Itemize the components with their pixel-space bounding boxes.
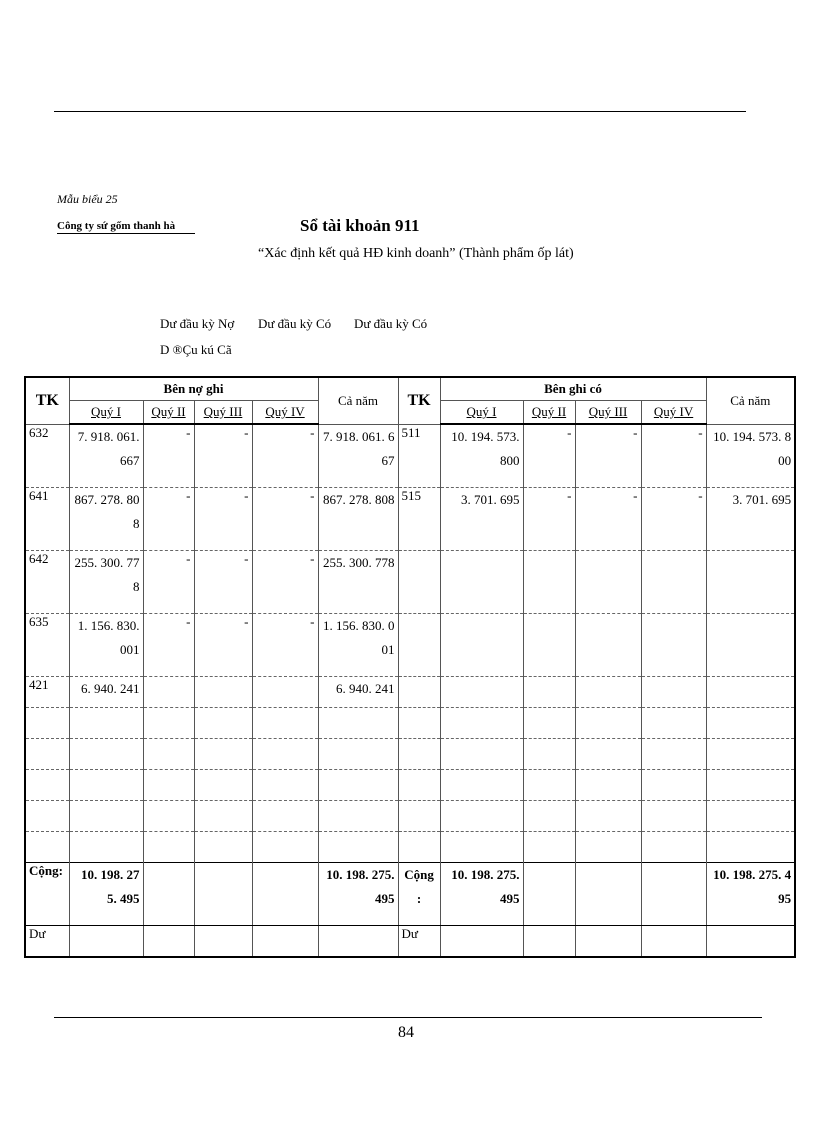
debit-q1-cell: 1. 156. 830. 001 — [69, 614, 143, 677]
debit-q1-cell: 7. 918. 061. 667 — [69, 424, 143, 488]
tk-credit-cell: 515 — [398, 488, 440, 551]
balance-label-credit: Dư — [398, 926, 440, 958]
credit-q4-header: Quý IV — [641, 401, 706, 425]
credit-q2-cell: - — [523, 488, 575, 551]
credit-q4-cell: - — [641, 488, 706, 551]
debit-q3-cell — [194, 677, 252, 708]
table-row — [25, 739, 795, 770]
credit-q2-cell — [523, 677, 575, 708]
debit-q4-cell: - — [252, 614, 318, 677]
credit-year-cell: 10. 194. 573. 800 — [706, 424, 795, 488]
total-label-debit: Cộng: — [25, 863, 69, 926]
debit-year-cell: 7. 918. 061. 667 — [318, 424, 398, 488]
total-credit-year: 10. 198. 275. 495 — [706, 863, 795, 926]
credit-q3-cell: - — [575, 424, 641, 488]
tk-debit-header: TK — [25, 377, 69, 424]
balance-label-debit: Dư — [25, 926, 69, 958]
company-name: Công ty sứ gốm thanh hà — [57, 220, 195, 234]
debit-q4-header: Quý IV — [252, 401, 318, 425]
debit-q2-cell: - — [143, 614, 194, 677]
credit-q4-cell — [641, 551, 706, 614]
credit-q1-cell — [440, 614, 523, 677]
table-row — [25, 677, 795, 708]
credit-q4-cell — [641, 614, 706, 677]
credit-q4-cell: - — [641, 424, 706, 488]
debit-q3-cell: - — [194, 488, 252, 551]
debit-group-header: Bên nợ ghi — [69, 377, 318, 401]
credit-year-cell — [706, 551, 795, 614]
debit-q1-cell: 867. 278. 808 — [69, 488, 143, 551]
tk-credit-cell: 511 — [398, 424, 440, 488]
debit-q2-cell: - — [143, 488, 194, 551]
credit-q3-cell — [575, 551, 641, 614]
debit-q2-header: Quý II — [143, 401, 194, 425]
credit-q3-header: Quý III — [575, 401, 641, 425]
table-row — [25, 551, 795, 614]
opening-credit-2: Dư đầu kỳ Có — [354, 316, 428, 331]
table-row — [25, 770, 795, 801]
ledger-table — [24, 376, 796, 958]
opening-line2: D ®Çu kú Cã — [160, 342, 232, 357]
debit-q4-cell: - — [252, 551, 318, 614]
total-label-credit: Cộng : — [398, 863, 440, 926]
opening-credit-1: Dư đầu kỳ Có — [258, 316, 332, 331]
table-row — [25, 424, 795, 488]
credit-q1-cell: 10. 194. 573. 800 — [440, 424, 523, 488]
credit-year-cell: 3. 701. 695 — [706, 488, 795, 551]
credit-q1-cell — [440, 551, 523, 614]
total-row — [25, 863, 795, 926]
page-title: Sổ tài khoản 911 — [300, 216, 420, 235]
credit-q2-cell — [523, 614, 575, 677]
page-subtitle: “Xác định kết quả HĐ kinh doanh” (Thành phẩm ốp lát) — [258, 246, 574, 261]
debit-year-cell: 867. 278. 808 — [318, 488, 398, 551]
debit-q2-cell: - — [143, 424, 194, 488]
credit-q1-header: Quý I — [440, 401, 523, 425]
credit-q2-cell — [523, 551, 575, 614]
total-credit-q1: 10. 198. 275. 495 — [440, 863, 523, 926]
debit-year-cell: 6. 940. 241 — [318, 677, 398, 708]
form-label: Mẫu biểu 25 — [57, 192, 118, 206]
debit-q3-cell: - — [194, 551, 252, 614]
table-row — [25, 614, 795, 677]
tk-debit-cell: 641 — [25, 488, 69, 551]
debit-year-cell: 255. 300. 778 — [318, 551, 398, 614]
debit-q3-cell: - — [194, 614, 252, 677]
credit-q2-header: Quý II — [523, 401, 575, 425]
table-row — [25, 832, 795, 863]
debit-year-header: Cả năm — [318, 377, 398, 424]
credit-q3-cell — [575, 614, 641, 677]
credit-q1-cell: 3. 701. 695 — [440, 488, 523, 551]
bottom-rule — [54, 1017, 762, 1018]
debit-q1-cell: 6. 940. 241 — [69, 677, 143, 708]
credit-q3-cell — [575, 677, 641, 708]
tk-debit-cell: 421 — [25, 677, 69, 708]
credit-year-header: Cả năm — [706, 377, 795, 424]
debit-q4-cell — [252, 677, 318, 708]
tk-credit-header: TK — [398, 377, 440, 424]
credit-year-cell — [706, 614, 795, 677]
debit-q1-header: Quý I — [69, 401, 143, 425]
credit-q1-cell — [440, 677, 523, 708]
balance-row — [25, 926, 795, 958]
tk-debit-cell: 635 — [25, 614, 69, 677]
table-row — [25, 708, 795, 739]
total-debit-q1: 10. 198. 275. 495 — [69, 863, 143, 926]
tk-credit-cell — [398, 677, 440, 708]
credit-year-cell — [706, 677, 795, 708]
debit-q3-cell: - — [194, 424, 252, 488]
credit-q2-cell: - — [523, 424, 575, 488]
tk-debit-cell: 642 — [25, 551, 69, 614]
debit-q4-cell: - — [252, 488, 318, 551]
debit-q1-cell: 255. 300. 778 — [69, 551, 143, 614]
table-row — [25, 801, 795, 832]
tk-credit-cell — [398, 551, 440, 614]
table-row — [25, 488, 795, 551]
tk-credit-cell — [398, 614, 440, 677]
debit-year-cell: 1. 156. 830. 001 — [318, 614, 398, 677]
opening-debit: Dư đầu kỳ Nợ — [160, 316, 235, 331]
debit-q2-cell — [143, 677, 194, 708]
total-debit-year: 10. 198. 275. 495 — [318, 863, 398, 926]
debit-q2-cell: - — [143, 551, 194, 614]
credit-q4-cell — [641, 677, 706, 708]
credit-group-header: Bên ghi có — [440, 377, 706, 401]
page-number: 84 — [398, 1024, 414, 1041]
tk-debit-cell: 632 — [25, 424, 69, 488]
debit-q4-cell: - — [252, 424, 318, 488]
credit-q3-cell: - — [575, 488, 641, 551]
debit-q3-header: Quý III — [194, 401, 252, 425]
top-rule — [54, 111, 746, 112]
